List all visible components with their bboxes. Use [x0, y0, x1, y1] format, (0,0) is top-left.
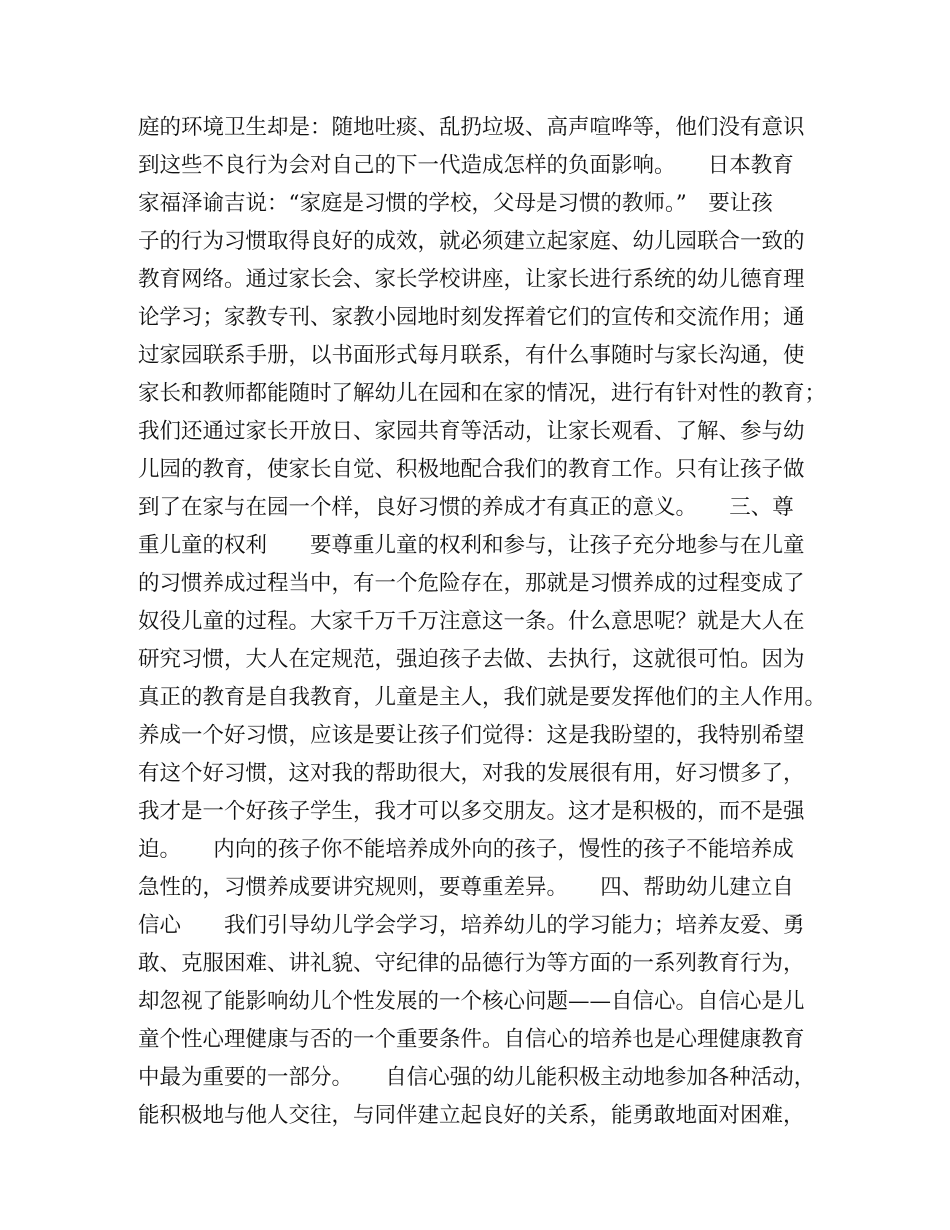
- text-line: 教育网络。通过家长会、家长学校讲座，让家长进行系统的幼儿德育理: [138, 267, 805, 292]
- text-line: 迫。 内向的孩子你不能培养成外向的孩子，慢性的孩子不能培养成: [138, 837, 794, 862]
- text-line: 到这些不良行为会对自己的下一代造成怎样的负面影响。 日本教育: [138, 153, 794, 178]
- text-line: 中最为重要的一部分。 自信心强的幼儿能积极主动地参加各种活动，: [138, 1065, 816, 1090]
- text-line: 童个性心理健康与否的一个重要条件。自信心的培养也是心理健康教育: [138, 1027, 805, 1052]
- text-line: 却忽视了能影响幼儿个性发展的一个核心问题——自信心。自信心是儿: [138, 989, 805, 1014]
- text-line: 信心 我们引导幼儿学会学习，培养幼儿的学习能力；培养友爱、勇: [138, 913, 805, 938]
- text-line: 的习惯养成过程当中，有一个危险存在，那就是习惯养成的过程变成了: [138, 571, 805, 596]
- text-line: 我们还通过家长开放日、家园共育等活动，让家长观看、了解、参与幼: [138, 419, 805, 444]
- text-line: 研究习惯，大人在定规范，强迫孩子去做、去执行，这就很可怕。因为: [138, 647, 805, 672]
- text-line: 家福泽谕吉说：“家庭是习惯的学校，父母是习惯的教师。” 要让孩: [138, 191, 773, 216]
- text-line: 重儿童的权利 要尊重儿童的权利和参与，让孩子充分地参与在儿童: [138, 533, 805, 558]
- text-line: 家长和教师都能随时了解幼儿在园和在家的情况，进行有针对性的教育；: [138, 381, 827, 406]
- body-text: [138, 109, 838, 1135]
- text-line: 论学习；家教专刊、家教小园地时刻发挥着它们的宣传和交流作用；通: [138, 305, 805, 330]
- text-line: 有这个好习惯，这对我的帮助很大，对我的发展很有用，好习惯多了，: [138, 761, 805, 786]
- text-line: 儿园的教育，使家长自觉、积极地配合我们的教育工作。只有让孩子做: [138, 457, 805, 482]
- text-line: 过家园联系手册，以书面形式每月联系，有什么事随时与家长沟通，使: [138, 343, 805, 368]
- text-line: 能积极地与他人交往，与同伴建立起良好的关系，能勇敢地面对困难，: [138, 1103, 805, 1128]
- text-line: 养成一个好习惯，应该是要让孩子们觉得：这是我盼望的，我特别希望: [138, 723, 805, 748]
- text-line: 真正的教育是自我教育，儿童是主人，我们就是要发挥他们的主人作用。: [138, 685, 827, 710]
- text-line: 急性的，习惯养成要讲究规则，要尊重差异。 四、帮助幼儿建立自: [138, 875, 794, 900]
- text-line: 奴役儿童的过程。大家千万千万注意这一条。什么意思呢？就是大人在: [138, 609, 805, 634]
- text-line: 子的行为习惯取得良好的成效，就必须建立起家庭、幼儿园联合一致的: [138, 229, 805, 254]
- text-line: 敢、克服困难、讲礼貌、守纪律的品德行为等方面的一系列教育行为，: [138, 951, 805, 976]
- text-line: 我才是一个好孩子学生，我才可以多交朋友。这才是积极的，而不是强: [138, 799, 805, 824]
- text-line: 庭的环境卫生却是：随地吐痰、乱扔垃圾、高声喧哗等，他们没有意识: [138, 115, 805, 140]
- text-line: 到了在家与在园一个样，良好习惯的养成才有真正的意义。 三、尊: [138, 495, 794, 520]
